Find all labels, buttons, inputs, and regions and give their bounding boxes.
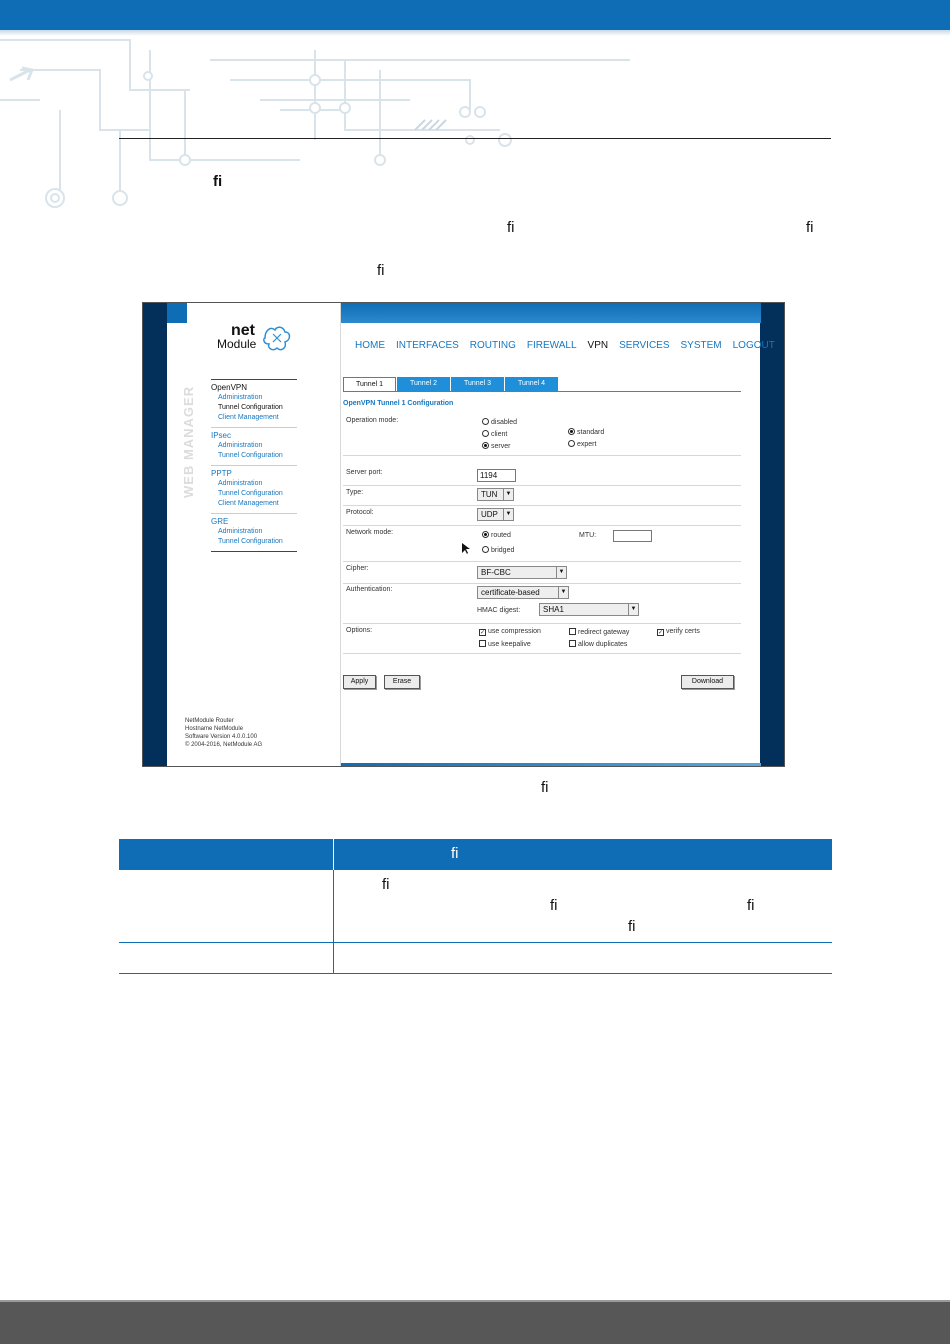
checkbox-icon: [569, 628, 576, 635]
download-button[interactable]: Download: [681, 675, 734, 689]
radio-bridged[interactable]: bridged: [482, 546, 514, 554]
table-cell-fragment: fi: [550, 897, 558, 914]
sidebar-item-pptp-client-management[interactable]: Client Management: [218, 500, 279, 507]
screenshot-footer-strip: [341, 763, 761, 767]
sidebar-item-pptp-administration[interactable]: Administration: [218, 480, 263, 487]
radio-standard[interactable]: standard: [568, 428, 604, 436]
options-label: Options:: [346, 627, 373, 634]
mtu-input[interactable]: [613, 530, 652, 542]
nav-firewall[interactable]: FIREWALL: [526, 340, 577, 351]
nav-vpn[interactable]: VPN: [587, 340, 609, 351]
tab-tunnel-4[interactable]: Tunnel 4: [505, 377, 558, 391]
checkbox-icon: [479, 640, 486, 647]
radio-bridged-icon: [482, 546, 489, 553]
radio-client-icon: [482, 430, 489, 437]
device-info: NetModule Router Hostname NetModule Software Version 4.0.0.100 © 2004-2016, NetModule AG: [185, 718, 263, 748]
body-fragment: fi: [377, 262, 385, 279]
row-divider: [343, 561, 741, 562]
radio-routed[interactable]: routed: [482, 531, 511, 539]
tunnel-tabs: [343, 377, 558, 391]
mtu-label: MTU:: [579, 532, 597, 539]
radio-expert[interactable]: expert: [568, 440, 596, 448]
section-rule: [119, 138, 831, 139]
erase-button[interactable]: Erase: [384, 675, 420, 689]
server-port-input[interactable]: 1194: [477, 469, 516, 482]
type-label: Type:: [346, 489, 364, 496]
hmac-digest-label: HMAC digest:: [477, 607, 521, 614]
puzzle-logo-icon: [261, 322, 293, 354]
sidebar-item-ipsec-administration[interactable]: Administration: [218, 442, 263, 449]
sidebar-item-pptp-tunnel-configuration[interactable]: Tunnel Configuration: [218, 490, 283, 497]
screenshot-left-band: [143, 303, 167, 767]
chevron-down-icon: ▼: [503, 509, 513, 520]
netmodule-logo: net Module: [217, 322, 297, 358]
sidebar-gre[interactable]: GRE: [211, 517, 229, 526]
chevron-down-icon: ▼: [503, 489, 513, 500]
parameter-table: [119, 839, 832, 974]
checkbox-use-compression[interactable]: ✓ use compression: [480, 628, 541, 636]
sidebar-openvpn[interactable]: OpenVPN: [211, 383, 248, 392]
sidebar-item-ipsec-tunnel-configuration[interactable]: Tunnel Configuration: [218, 452, 283, 459]
table-cell-fragment: fi: [628, 918, 636, 935]
row-divider: [343, 653, 741, 654]
sidebar-end-rule: [211, 551, 297, 552]
type-select[interactable]: TUN ▼: [477, 488, 514, 501]
tab-tunnel-2[interactable]: Tunnel 2: [397, 377, 450, 391]
screenshot-corner-accent: [167, 303, 187, 323]
sidebar-item-gre-administration[interactable]: Administration: [218, 528, 263, 535]
page-header-bar: [0, 0, 950, 30]
server-port-label: Server port:: [346, 469, 383, 476]
nav-system[interactable]: SYSTEM: [680, 340, 722, 351]
authentication-label: Authentication:: [346, 586, 393, 593]
protocol-label: Protocol:: [346, 509, 374, 516]
sidebar-item-openvpn-administration[interactable]: Administration: [218, 394, 263, 401]
nav-logout[interactable]: LOGOUT: [732, 340, 775, 351]
nav-home[interactable]: HOME: [355, 340, 385, 351]
chevron-down-icon: ▼: [628, 604, 638, 615]
sidebar-item-openvpn-tunnel-configuration[interactable]: Tunnel Configuration: [218, 404, 283, 411]
radio-client[interactable]: client: [482, 430, 507, 438]
network-mode-label: Network mode:: [346, 529, 394, 536]
cipher-select[interactable]: BF-CBC ▼: [477, 566, 567, 579]
table-header: [119, 839, 832, 870]
form-title: OpenVPN Tunnel 1 Configuration: [343, 400, 454, 407]
radio-server-icon: [482, 442, 489, 449]
checkbox-redirect-gateway[interactable]: redirect gateway: [569, 628, 629, 636]
screenshot-right-band: [760, 303, 784, 767]
nav-interfaces[interactable]: INTERFACES: [396, 340, 459, 351]
tab-underline: [343, 391, 741, 392]
apply-button[interactable]: Apply: [343, 675, 376, 689]
chevron-down-icon: ▼: [558, 587, 568, 598]
row-divider: [343, 455, 741, 456]
chevron-down-icon: ▼: [556, 567, 566, 578]
radio-routed-icon: [482, 531, 489, 538]
checkbox-icon: [569, 640, 576, 647]
row-divider: [343, 485, 741, 486]
radio-server[interactable]: server: [482, 442, 510, 450]
radio-expert-icon: [568, 440, 575, 447]
web-manager-watermark: WEB MANAGER: [181, 385, 196, 498]
row-divider: [343, 583, 741, 584]
figure-caption-fragment: fi: [541, 779, 549, 796]
body-fragment: fi: [507, 219, 515, 236]
screenshot-header-strip: [341, 303, 761, 323]
sidebar-item-gre-tunnel-configuration[interactable]: Tunnel Configuration: [218, 538, 283, 545]
tab-tunnel-1[interactable]: Tunnel 1: [343, 377, 396, 391]
nav-routing[interactable]: ROUTING: [469, 340, 516, 351]
table-row: [119, 943, 832, 974]
web-manager-screenshot: [142, 302, 785, 767]
operation-mode-label: Operation mode:: [346, 417, 399, 424]
row-divider: [343, 525, 741, 526]
page-footer-bar: [0, 1300, 950, 1344]
hmac-digest-select[interactable]: SHA1 ▼: [539, 603, 639, 616]
heading-fragment: fi: [213, 173, 223, 190]
authentication-select[interactable]: certificate-based ▼: [477, 586, 569, 599]
radio-disabled[interactable]: disabled: [482, 418, 517, 426]
circuit-decoration: [0, 30, 640, 220]
mouse-cursor-icon: [462, 543, 470, 555]
cipher-label: Cipher:: [346, 565, 369, 572]
checkbox-allow-duplicates[interactable]: allow duplicates: [569, 640, 627, 648]
table-header-fragment: fi: [451, 845, 459, 862]
table-row: [119, 870, 832, 943]
table-cell-fragment: fi: [747, 897, 755, 914]
sidebar-item-openvpn-client-management[interactable]: Client Management: [218, 414, 279, 421]
body-fragment: fi: [806, 219, 814, 236]
radio-standard-icon: [568, 428, 575, 435]
checkbox-verify-certs[interactable]: ✓ verify certs: [658, 628, 700, 636]
vpn-sidebar: [211, 379, 297, 552]
sidebar-ipsec[interactable]: IPsec: [211, 431, 232, 440]
main-nav: [355, 340, 775, 351]
checkbox-checked-icon: ✓: [480, 630, 486, 636]
table-cell-fragment: fi: [382, 876, 390, 893]
nav-services[interactable]: SERVICES: [619, 340, 670, 351]
tab-tunnel-3[interactable]: Tunnel 3: [451, 377, 504, 391]
row-divider: [343, 623, 741, 624]
sidebar-divider: [340, 303, 341, 767]
checkbox-use-keepalive[interactable]: use keepalive: [479, 640, 531, 648]
row-divider: [343, 505, 741, 506]
sidebar-pptp[interactable]: PPTP: [211, 469, 232, 478]
protocol-select[interactable]: UDP ▼: [477, 508, 514, 521]
radio-disabled-icon: [482, 418, 489, 425]
checkbox-checked-icon: ✓: [658, 630, 664, 636]
